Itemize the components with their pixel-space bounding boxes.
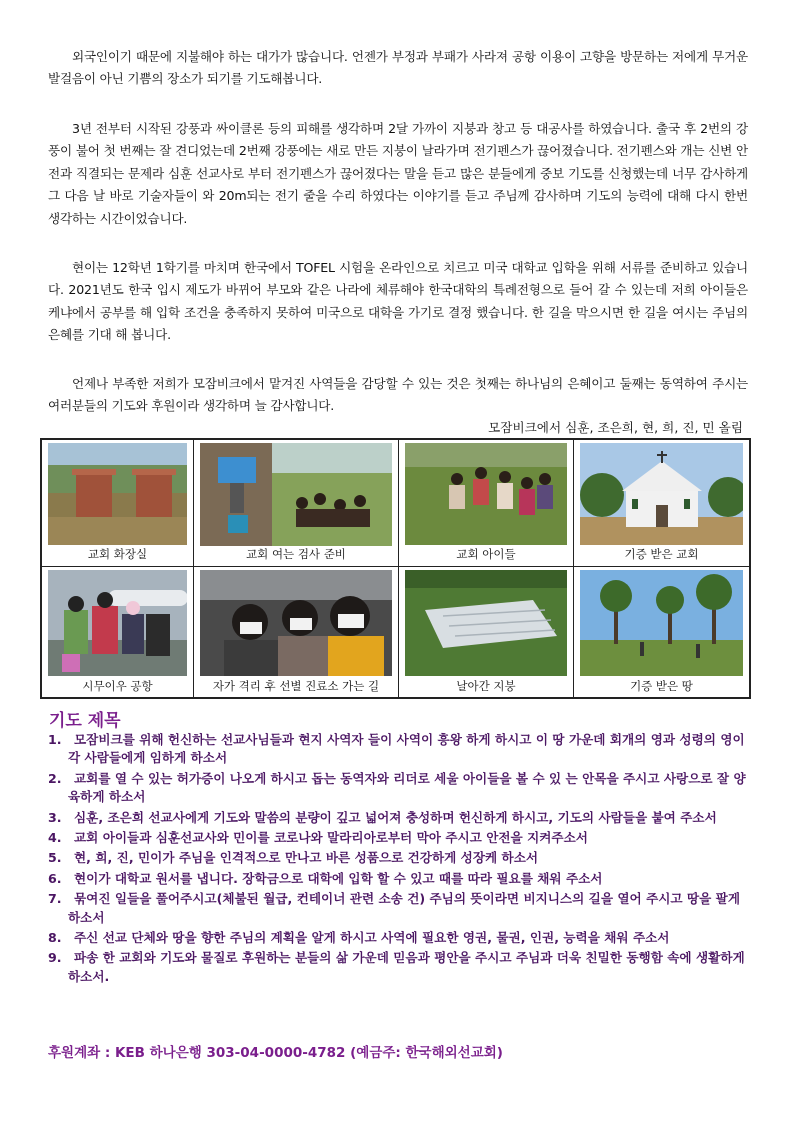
- toilet-photo: [48, 443, 187, 545]
- photo-grid: [40, 438, 751, 699]
- photo-caption: 자가 격리 후 선별 진료소 가는 길: [194, 678, 398, 694]
- paragraph-storm: 3년 전부터 시작된 강풍과 싸이클론 등의 피해를 생각하며 2달 가까이 지붕과 창고 등 대공사를 하였습니다. 출국 후 2번의 강풍이 불어 첫 번째는 잘 견디었는데 2번째 강풍에는 새로 만든 지붕이 날라가며 전기펜스가 끊어졌습니다. 전기펜스와 개는 신변 안전과 직결되는 문제라 심훈 선교사로 부터 전기펜스가 끊어졌다는 말을 듣고 많은 분들에게 중보 기도를 신청했는데 너무 감사하게 그 다음 날 바로 기술자들이 와 20m되는 전기 줄을 수리 하였다는 이야기를 듣고 주님께 감사하며 기도의 능력에 대해 다시 한번 생각하는 시간이었습니다.: [48, 121, 748, 226]
- airport-photo: [48, 570, 187, 676]
- photo-caption: 날아간 지붕: [399, 678, 573, 694]
- photo-caption: 기증 받은 땅: [574, 678, 749, 694]
- list-item: 5. 현, 희, 진, 민이가 주님을 인격적으로 만나고 바른 성품으로 건강하게 성장케 하소서: [48, 850, 539, 866]
- car-masks-photo: [200, 570, 392, 676]
- photo-caption: 교회 여는 검사 준비: [194, 546, 398, 562]
- photo-cell-children: [398, 439, 574, 567]
- paragraph-airport: 외국인이기 때문에 지불해야 하는 대가가 많습니다. 언젠가 부정과 부패가 사라져 공항 이용이 고향을 방문하는 저에게 무거운 발걸음이 아닌 기쁨의 장소가 되기를 기도해봅니다.: [48, 49, 748, 87]
- church-inspection-photo: [200, 443, 392, 546]
- photo-cell-land: [573, 566, 750, 698]
- donated-land-photo: [580, 570, 743, 676]
- list-item: 9. 파송 한 교회와 기도와 물질로 후원하는 분들의 삶 가운데 믿음과 평안을 주시고 주님과 더욱 친밀한 동행함 속에 생활하게 하소서.: [48, 950, 745, 984]
- list-item: 3. 심훈, 조은희 선교사에게 기도와 말씀의 분량이 깊고 넓어져 충성하며 헌신하게 하시고, 기도의 사람들을 붙여 주소서: [48, 809, 717, 825]
- signature: 모잠비크에서 심훈, 조은희, 현, 희, 진, 민 올림: [488, 420, 743, 435]
- list-item: 2. 교회를 열 수 있는 허가증이 나오게 하시고 돕는 동역자와 리더로 세울 아이들을 볼 수 있 는 안목을 주시고 사랑으로 잘 양육하게 하소서: [48, 770, 746, 805]
- children-photo: [405, 443, 567, 545]
- list-item: 8. 주신 선교 단체와 땅을 향한 주님의 계획을 알게 하시고 사역에 필요한 영권, 물권, 인권, 능력을 채워 주소서: [48, 930, 670, 946]
- photo-caption: 기증 받은 교회: [574, 546, 749, 562]
- list-item: 1. 모잠비크를 위해 헌신하는 선교사님들과 현지 사역자 들이 사역이 흥왕 하게 하시고 이 땅 가운데 회개의 영과 성령의 영이 각 사람들에게 임하게 하소서: [48, 732, 745, 766]
- donated-church-photo: [580, 443, 743, 545]
- donation-account: 후원계좌 : KEB 하나은행 303-04-0000-4782 (예금주: 한국해외선교회): [48, 1045, 503, 1061]
- photo-cell-toilet: [41, 439, 194, 567]
- list-item: 4. 교회 아이들과 심훈선교사와 민이를 코로나와 말라리아로부터 막아 주시고 안전을 지켜주소서: [48, 830, 588, 846]
- roof-photo: [405, 570, 567, 676]
- photo-cell-airport: [41, 566, 194, 698]
- photo-cell-inspection: [193, 439, 399, 567]
- list-item: 7. 묶여진 일들을 풀어주시고(체불된 월급, 컨테이너 관련 소송 건) 주님의 뜻이라면 비지니스의 길을 열어 주시고 땅을 팔게 하소서: [48, 891, 741, 925]
- list-item: 6. 현이가 대학교 원서를 냅니다. 장학금으로 대학에 입학 할 수 있고 때를 따라 필요를 채워 주소서: [48, 870, 603, 886]
- photo-cell-car: [193, 566, 399, 698]
- photo-caption: 시무이우 공항: [42, 678, 193, 694]
- photo-caption: 교회 아이들: [399, 546, 573, 562]
- paragraph-thanks: 언제나 부족한 저희가 모잠비크에서 맡겨진 사역들을 감당할 수 있는 것은 첫째는 하나님의 은혜이고 둘째는 동역하여 주시는 여러분들의 기도와 후원이라 생각하며 늘 감사합니다.: [48, 376, 748, 414]
- photo-cell-donated-church: [573, 439, 750, 567]
- prayer-title: 기도 제목: [49, 711, 121, 731]
- prayer-list: [48, 731, 754, 988]
- photo-caption: 교회 화장실: [42, 546, 193, 562]
- photo-cell-roof: [398, 566, 574, 698]
- paragraph-college: 현이는 12학년 1학기를 마치며 한국에서 TOFEL 시험을 온라인으로 치르고 미국 대학교 입학을 위해 서류를 준비하고 있습니다. 2021년도 한국 입시 제도가 바뀌어 부모와 같은 나라에 체류해야 한국대학의 특례전형으로 들어 갈 수 있는데 저희 아이들은 케냐에서 공부를 해 입학 조건을 충족하지 못하여 미국으로 대학을 가기로 결정 했습니다. 한 길을 막으시면 한 길을 여시는 주님의 은혜를 기대 해 봅니다.: [48, 260, 748, 343]
